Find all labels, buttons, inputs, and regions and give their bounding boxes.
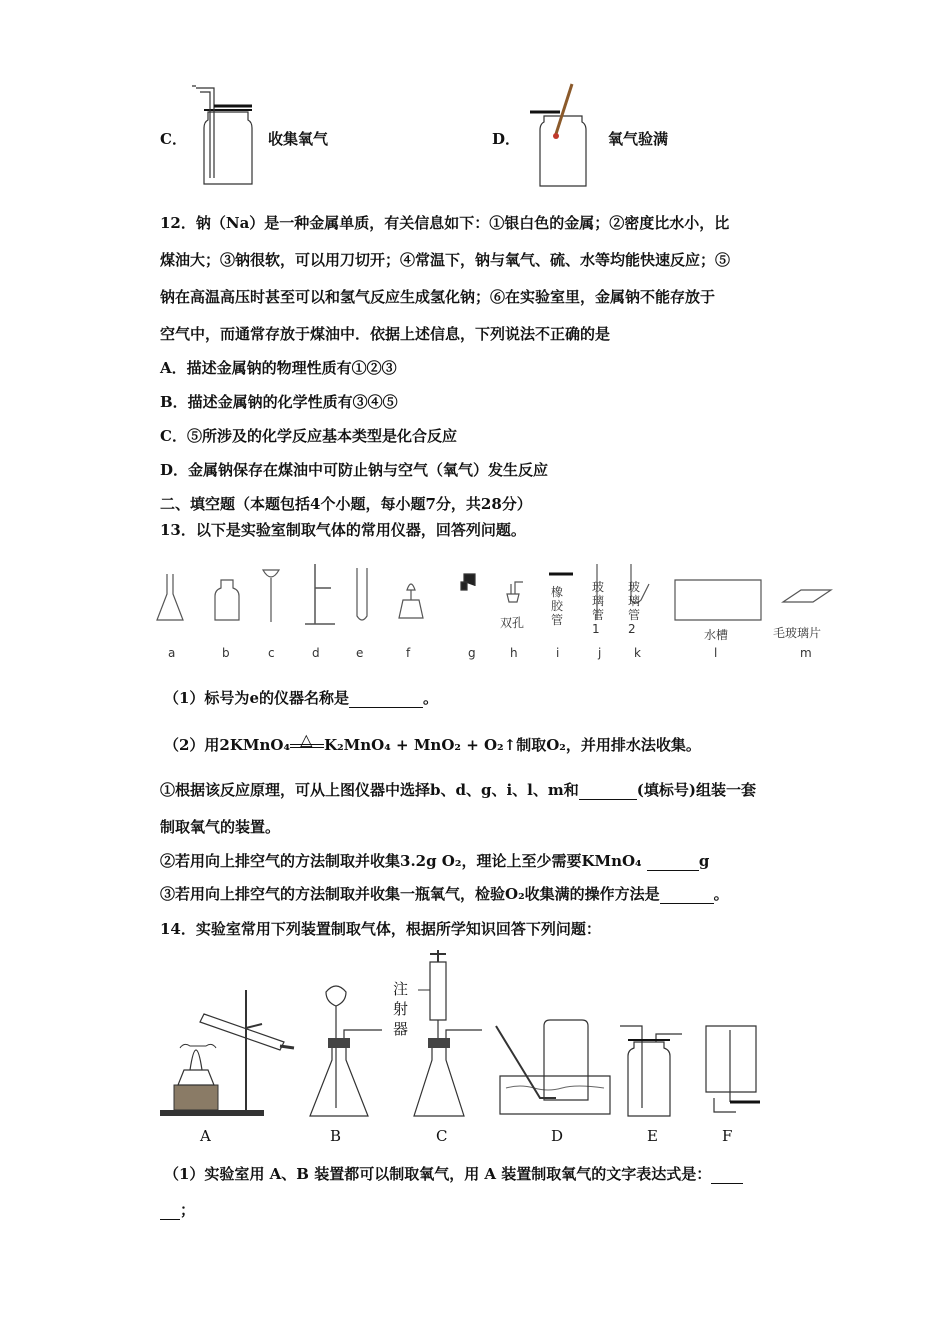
- q12-line-4: 空气中，而通常存放于煤油中．依据上述信息，下列说法不正确的是: [160, 325, 611, 343]
- instrument-letter: f: [406, 646, 411, 660]
- answer-blank[interactable]: [579, 781, 637, 800]
- test-tube-icon: [357, 568, 367, 620]
- apparatus-label-a: A: [200, 1127, 211, 1145]
- instrument-j-label: 玻璃管1: [592, 580, 605, 636]
- instrument-letter: e: [356, 646, 364, 660]
- instrument-letter: b: [222, 646, 230, 660]
- option-d-letter: D．: [492, 130, 521, 148]
- syringe-label-2: 射: [393, 1000, 409, 1018]
- syringe-label-1: 注: [393, 980, 409, 998]
- instrument-k-label: 玻璃管2: [628, 580, 641, 636]
- apparatus-label-e: E: [647, 1127, 658, 1145]
- section-2-heading: 二、填空题（本题包括4个小题，每小题7分，共28分）: [160, 495, 532, 513]
- answer-blank[interactable]: [160, 1201, 180, 1220]
- q12-line-2: 煤油大；③钠很软，可以用刀切开；④常温下，钠与氧气、硫、水等均能快速反应；⑤: [160, 251, 731, 269]
- gas-bottle-collect-oxygen-figure: [190, 82, 260, 192]
- q14-part-1-cont: ；: [160, 1199, 195, 1220]
- iron-stand-icon: [305, 564, 335, 624]
- q13-sub-2: ②若用向上排空气的方法制取并收集3.2g O₂，理论上至少需要KMnO₄ g: [160, 852, 710, 870]
- apparatus-a-heating: [160, 990, 294, 1116]
- q13-sub-1: ①根据该反应原理，可从上图仪器中选择b、d、g、i、l、m和 (填标号)组装一套: [160, 781, 756, 799]
- q14-part-1: （1）实验室用 A、B 装置都可以制取氧气，用 A 装置制取氧气的文字表达式是：: [164, 1163, 743, 1184]
- apparatus-e-gas-bottle: [620, 1026, 682, 1116]
- instrument-letter: k: [634, 646, 641, 660]
- q13-stem: 13．以下是实验室制取气体的常用仪器，回答列问题。: [160, 521, 526, 539]
- q13-sub-3: ③若用向上排空气的方法制取并收集一瓶氧气，检验O₂收集满的操作方法是 。: [160, 885, 729, 903]
- option-c-label: 收集氧气: [268, 130, 329, 148]
- option-d-label: 氧气验满: [608, 130, 669, 148]
- apparatus-d-water-collection: [496, 1020, 610, 1114]
- single-hole-stopper-icon: [461, 574, 475, 590]
- instrument-l-label: 水槽: [704, 628, 729, 642]
- syringe-label-3: 器: [393, 1020, 409, 1038]
- gas-bottle-icon: [215, 580, 239, 620]
- q12-line-1: 12．钠（Na）是一种金属单质，有关信息如下：①银白色的金属；②密度比水小，比: [160, 214, 730, 232]
- two-hole-stopper-icon: [507, 582, 523, 602]
- apparatus-c-syringe-flask: [414, 950, 482, 1116]
- instrument-letter: i: [556, 646, 560, 660]
- gas-bottle-oxygen-full-test-figure: [530, 82, 600, 192]
- instrument-letter: d: [312, 646, 320, 660]
- instrument-h-label: 双孔: [500, 616, 525, 630]
- q14-stem: 14．实验室常用下列装置制取气体，根据所学知识回答下列问题：: [160, 920, 601, 938]
- q13-sub-1-cont: 制取氧气的装置。: [160, 818, 281, 836]
- instrument-letter: g: [468, 646, 476, 660]
- conical-flask-icon: [157, 574, 183, 620]
- instrument-letter: j: [598, 646, 602, 660]
- q12-option-d: D．金属钠保存在煤油中可防止钠与空气（氧气）发生反应: [160, 461, 549, 479]
- q13-instruments-figure: [155, 560, 835, 670]
- apparatus-label-b: B: [330, 1127, 342, 1145]
- apparatus-label-d: D: [551, 1127, 564, 1145]
- q14-apparatus-figure: [160, 950, 780, 1130]
- apparatus-b-funnel-flask: [310, 986, 382, 1116]
- instrument-letter: h: [510, 646, 518, 660]
- water-trough-icon: [675, 580, 761, 620]
- answer-blank[interactable]: [647, 852, 699, 871]
- alcohol-lamp-icon: [399, 584, 423, 618]
- answer-blank[interactable]: [349, 689, 423, 708]
- instrument-letter: a: [168, 646, 176, 660]
- instrument-letter: c: [268, 646, 275, 660]
- q12-line-3: 钠在高温高压时甚至可以和氢气反应生成氢化钠；⑥在实验室里，金属钠不能存放于: [160, 288, 716, 306]
- instrument-m-label: 毛玻璃片: [773, 626, 822, 640]
- q13-part-1: （1）标号为e的仪器名称是 。: [164, 689, 438, 707]
- apparatus-label-c: C: [436, 1127, 448, 1145]
- answer-blank[interactable]: [711, 1165, 743, 1184]
- q12-option-a: A．描述金属钠的物理性质有①②③: [160, 359, 397, 377]
- instrument-letter: l: [714, 646, 718, 660]
- q12-option-c: C．⑤所涉及的化学反应基本类型是化合反应: [160, 427, 457, 445]
- funnel-icon: [263, 570, 279, 622]
- instrument-i-label: 橡胶管: [551, 585, 564, 627]
- heat-symbol: △: [300, 730, 313, 749]
- option-c-letter: C．: [160, 130, 187, 148]
- q12-option-b: B．描述金属钠的化学性质有③④⑤: [160, 393, 398, 411]
- glass-plate-icon: [783, 590, 831, 602]
- answer-blank[interactable]: [660, 885, 714, 904]
- apparatus-label-f: F: [722, 1127, 733, 1145]
- instrument-letter: m: [800, 646, 812, 660]
- q13-part-2: （2）用2KMnO₄ △ K₂MnO₄ + MnO₂ + O₂↑制取O₂，并用排水法收集。: [164, 730, 701, 754]
- apparatus-f-bottle: [706, 1026, 760, 1112]
